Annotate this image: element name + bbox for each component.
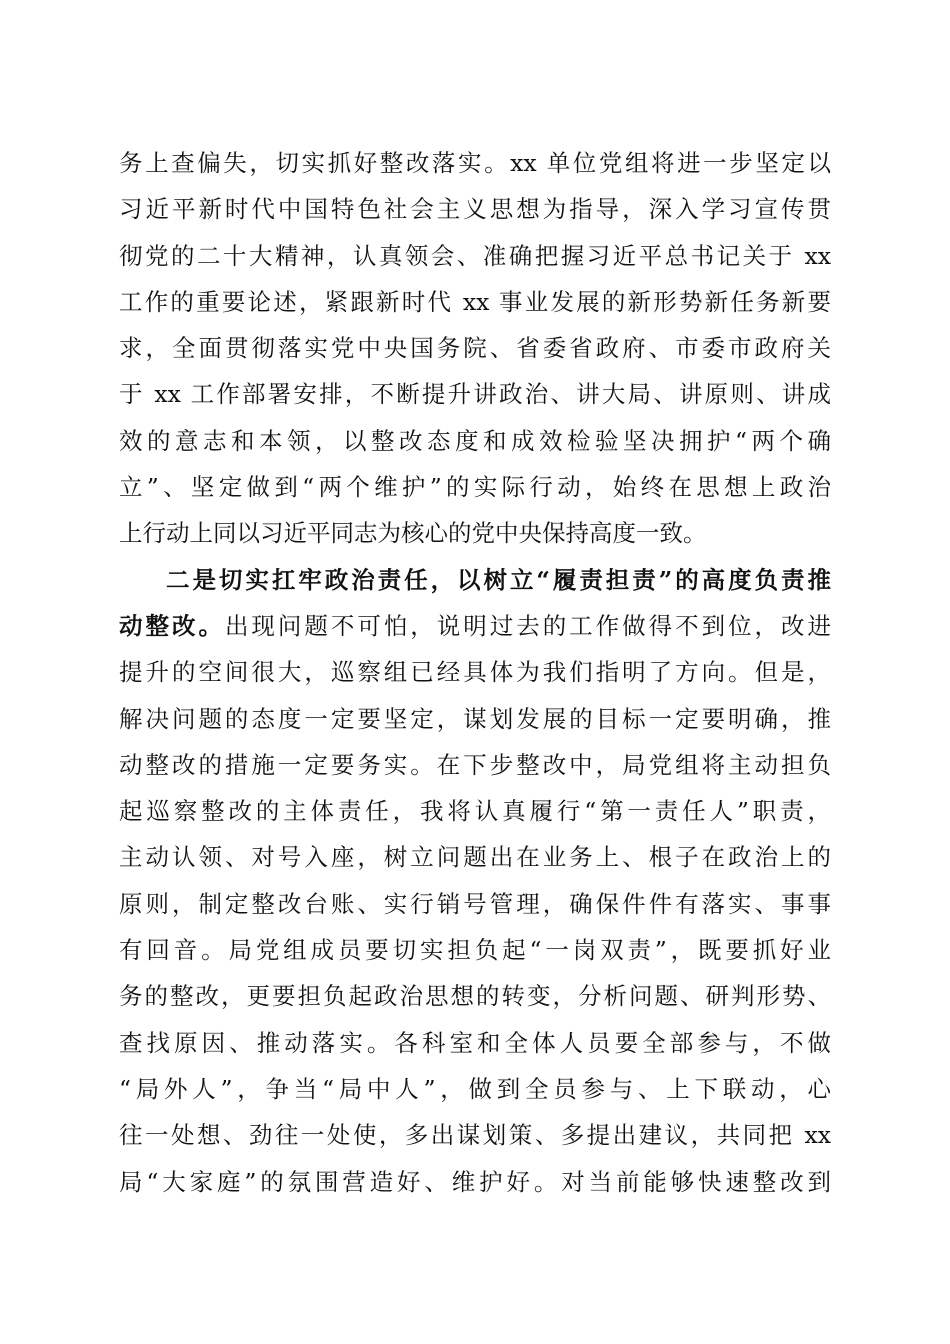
text-line: 往一处想、劲往一处使，多出谋划策、多提出建议，共同把 xx	[119, 1121, 831, 1150]
paragraph-heading-end: 动整改。	[119, 611, 225, 640]
paragraph-1	[119, 140, 831, 557]
text-line: 彻党的二十大精神，认真领会、准确把握习近平总书记关于 xx	[119, 241, 831, 270]
document-body	[119, 140, 831, 1205]
text-line: 解决问题的态度一定要坚定，谋划发展的目标一定要明确，推	[119, 704, 831, 733]
text-line: 查找原因、推动落实。各科室和全体人员要全部参与，不做	[119, 1028, 831, 1057]
text-line: 局“大家庭”的氛围营造好、维护好。对当前能够快速整改到	[119, 1167, 831, 1196]
text-line: 习近平新时代中国特色社会主义思想为指导，深入学习宣传贯	[119, 195, 831, 224]
text-line: 起巡察整改的主体责任，我将认真履行“第一责任人”职责，	[119, 797, 831, 826]
text-span: 出现问题不可怕，说明过去的工作做得不到位，改进	[224, 611, 832, 640]
text-line: 务的整改，更要担负起政治思想的转变，分析问题、研判形势、	[119, 982, 831, 1011]
paragraph-heading: 二是切实扛牢政治责任，以树立“履责担责”的高度负责推	[166, 565, 831, 594]
text-line: 求，全面贯彻落实党中央国务院、省委省政府、市委市政府关	[119, 334, 831, 363]
text-line: 主动认领、对号入座，树立问题出在业务上、根子在政治上的	[119, 843, 831, 872]
text-line: 原则，制定整改台账、实行销号管理，确保件件有落实、事事	[119, 889, 831, 918]
text-line: 上行动上同以习近平同志为核心的党中央保持高度一致。	[119, 519, 707, 548]
text-line: 工作的重要论述，紧跟新时代 xx 事业发展的新形势新任务新要	[119, 287, 831, 316]
text-line: 于 xx 工作部署安排，不断提升讲政治、讲大局、讲原则、讲成	[119, 380, 831, 409]
text-line: “局外人”，争当“局中人”，做到全员参与、上下联动，心	[119, 1074, 831, 1103]
text-line: 效的意志和本领，以整改态度和成效检验坚决拥护“两个确	[119, 426, 831, 455]
text-line: 提升的空间很大，巡察组已经具体为我们指明了方向。但是，	[119, 658, 831, 687]
text-line	[119, 603, 831, 649]
text-line: 动整改的措施一定要务实。在下步整改中，局党组将主动担负	[119, 750, 831, 779]
text-line: 有回音。局党组成员要切实担负起“一岗双责”，既要抓好业	[119, 936, 831, 965]
text-line: 务上查偏失，切实抓好整改落实。xx 单位党组将进一步坚定以	[119, 149, 831, 177]
paragraph-2	[119, 557, 831, 1205]
text-line: 立”、坚定做到“两个维护”的实际行动，始终在思想上政治	[119, 473, 831, 502]
